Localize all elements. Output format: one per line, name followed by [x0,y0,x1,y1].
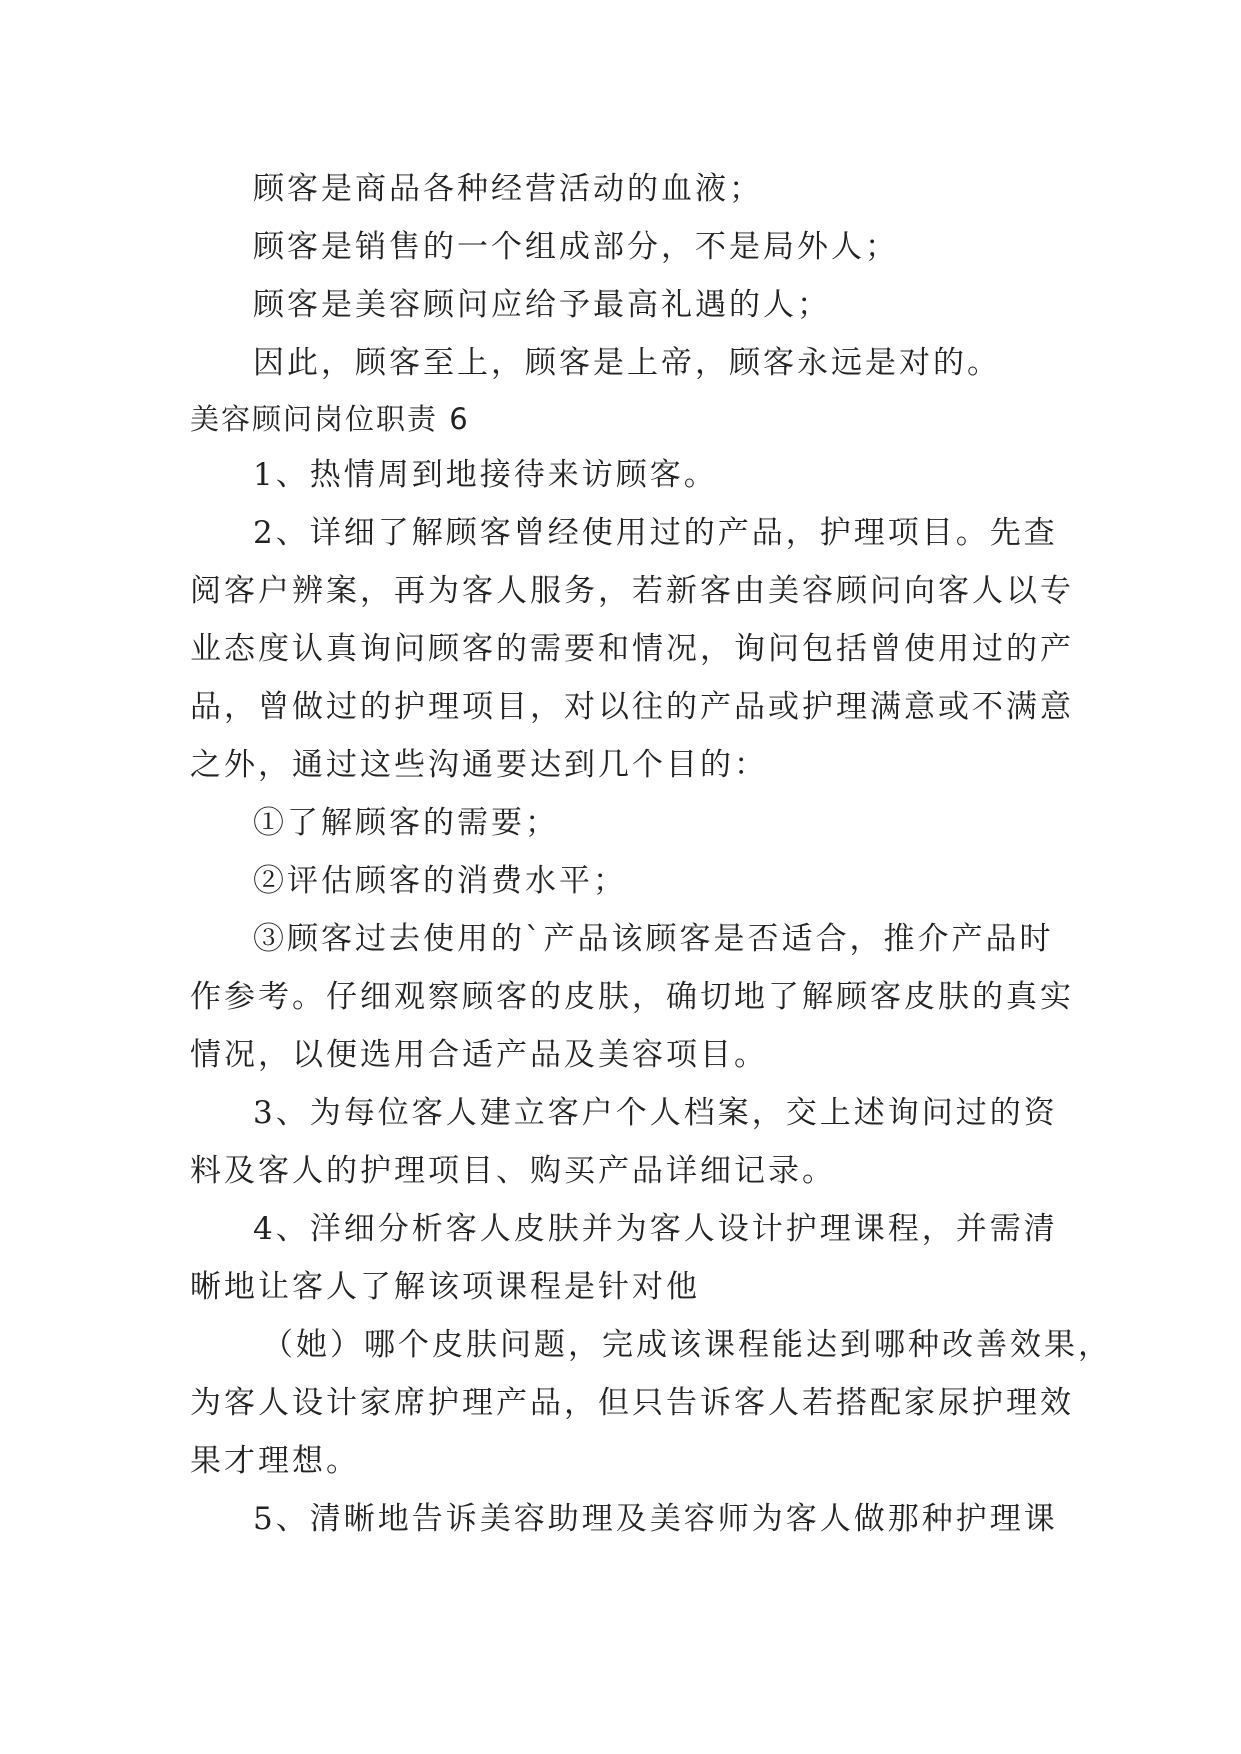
item-3-line-2: 料及客人的护理项目、购买产品详细记录。 [190,1153,836,1189]
section-heading: 美容顾问岗位职责 6 [190,402,470,436]
intro-line-3: 顾客是美容顾问应给予最高礼遇的人； [253,287,831,323]
item-4-cont-line-3: 果才理想。 [190,1443,360,1479]
item-4-cont-line-1: （她）哪个皮肤问题，完成该课程能达到哪种改善效果， [262,1327,1112,1363]
item-3-line-1: 3、为每位客人建立客户个人档案，交上述询问过的资 [253,1095,1058,1131]
document-body [190,160,1112,1548]
sub-item-2: ②评估顾客的消费水平； [253,863,627,899]
item-2-line-2: 阅客户辨案，再为客人服务，若新客由美容顾问向客人以专 [190,573,1074,609]
item-4-cont-line-2: 为客人设计家席护理产品，但只告诉客人若搭配家尿护理效 [190,1385,1074,1421]
sub-item-3-line-2: 作参考。仔细观察顾客的皮肤，确切地了解顾客皮肤的真实 [190,979,1074,1015]
intro-line-4: 因此，顾客至上，顾客是上帝，顾客永远是对的。 [253,345,1001,381]
sub-item-1: ①了解顾客的需要； [253,805,559,841]
item-2-line-1: 2、详细了解顾客曾经使用过的产品，护理项目。先查 [253,515,1058,551]
intro-line-2: 顾客是销售的一个组成部分，不是局外人； [253,229,899,265]
item-4-line-1: 4、洋细分析客人皮肤并为客人设计护理课程，并需清 [253,1211,1058,1247]
item-4-line-2: 晰地让客人了解该项课程是针对他 [190,1269,700,1305]
sub-item-3-line-3: 情况，以便选用合适产品及美容项目。 [190,1037,768,1073]
item-2-line-3: 业态度认真询问顾客的需要和情况，询问包括曾使用过的产 [190,631,1074,667]
sub-item-3-line-1: ③顾客过去使用的`产品该顾客是否适合，推介产品时 [253,921,1054,957]
item-5: 5、清晰地告诉美容助理及美容师为客人做那种护理课 [253,1501,1058,1537]
item-2-line-4: 品，曾做过的护理项目，对以往的产品或护理满意或不满意 [190,689,1074,725]
item-2-line-5: 之外，通过这些沟通要达到几个目的： [190,747,768,783]
item-1: 1、热情周到地接待来访顾客。 [253,457,718,493]
intro-line-1: 顾客是商品各种经营活动的血液； [253,171,763,207]
